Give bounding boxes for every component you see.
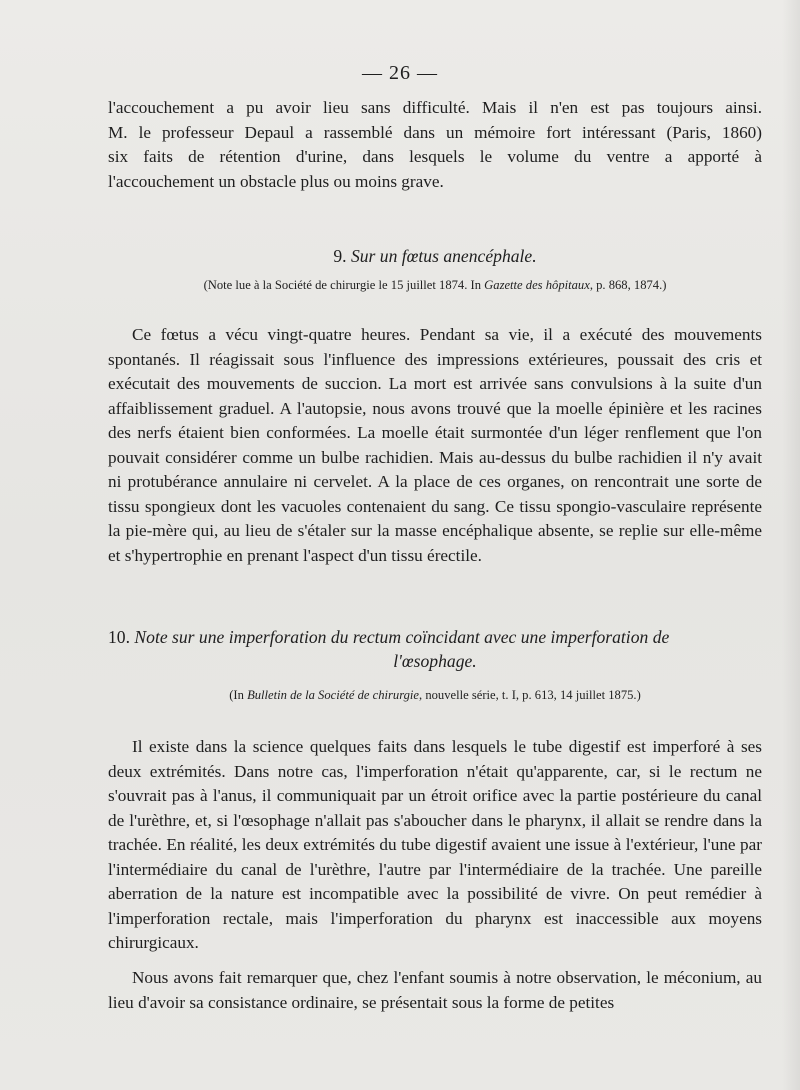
section-10-source-journal: Bulletin de la Société de chirurgie (247, 688, 420, 702)
section-9-source-prefix: (Note lue à la Société de chirurgie le 15 juillet 1874. In (203, 278, 485, 292)
page-number: — 26 — (362, 62, 438, 84)
section-9-body: Ce fœtus a vécu vingt-quatre heures. Pendant sa vie, il a exécuté des mouvements spontanés. Il réagissait sous l'influence des impressions extérieures, poussait des cris et exécutait des mouvements de succion. La mort est arrivée sans convulsions à la suite d'un affaiblissement graduel. A l'autopsie, nous avons trouvé que la moelle épinière et les racines des nerfs étaient bien conformées. La moelle était surmontée d'un léger renflement que l'on pouvait considérer comme un bulbe rachidien. Mais au-dessus du bulbe rachidien il n'y avait ni protubérance annulaire ni cervelet. A la place de ces organes, on rencontrait une sorte de tissu spongieux dont les vacuoles contenaient du sang. Ce tissu spongio-vasculaire représente la pie-mère qui, au lieu de s'étaler sur la masse encéphalique absente, se replie sur elle-même et s'hypertrophie en prenant l'aspect d'un tissu érectile. (108, 325, 762, 565)
section-9-paragraph (108, 323, 762, 568)
section-10-body-2: Nous avons fait remarquer que, chez l'enfant soumis à notre observation, le méconium, au lieu d'avoir sa consistance ordinaire, se présentait sous la forme de petites (108, 968, 762, 1012)
intro-line-1: l'accouchement a pu avoir lieu sans difficulté. Mais il n'en est pas toujours ainsi. (108, 98, 762, 117)
section-10-heading (108, 625, 762, 673)
section-10-body-1: Il existe dans la science quelques faits dans lesquels le tube digestif est imperforé à ses deux extrémités. Dans notre cas, l'imperforation n'était qu'apparente, car, si le rectum ne s'ouvrait pas à l'anus, il communiquait par un étroit orifice avec la partie postérieure du canal de l'urèthre, et, si l'œsophage n'allait pas s'aboucher dans le pharynx, il allait se rendre dans la trachée. En réalité, les deux extrémités du tube digestif avaient une issue à l'extérieur, l'une par l'intermédiaire du canal de l'urèthre, l'autre par l'intermédiaire de la trachée. Une pareille aberration de la nature est incompatible avec la possibilité de vivre. On peut remédier à l'imperforation rectale, mais l'imperforation du pharynx est inaccessible aux moyens chirurgicaux. (108, 737, 762, 952)
section-9-title: Sur un fœtus anencéphale. (350, 246, 537, 266)
section-9-source-suffix: , p. 868, 1874.) (589, 278, 667, 292)
intro-line-2: M. le professeur Depaul a rassemblé dans un mémoire fort intéressant (Paris, 1860) (108, 122, 762, 142)
section-10-source (108, 686, 762, 704)
section-10-paragraph-1 (108, 735, 762, 956)
section-10-paragraph-2 (108, 966, 762, 1015)
section-10-source-suffix: , nouvelle série, t. I, p. 613, 14 juillet 1875.) (419, 688, 641, 702)
page-edge-shadow (782, 0, 800, 1090)
section-9-number: 9. (333, 246, 347, 266)
section-9-source (108, 276, 762, 294)
section-9-heading (108, 244, 762, 268)
intro-line-3: six faits de rétention d'urine, dans lesquels le volume du ventre a apporté à (108, 147, 762, 166)
section-10-title-line-2: l'œsophage. (393, 651, 477, 671)
section-10-title-line-1: Note sur une imperforation du rectum coïncidant avec une imperforation de (134, 627, 670, 647)
section-10-number: 10. (108, 627, 130, 647)
intro-paragraph (108, 96, 762, 194)
section-10-source-prefix: (In (229, 688, 248, 702)
intro-line-4: l'accouchement un obstacle plus ou moins grave. (108, 171, 444, 191)
section-9-source-journal: Gazette des hôpitaux (484, 278, 590, 292)
